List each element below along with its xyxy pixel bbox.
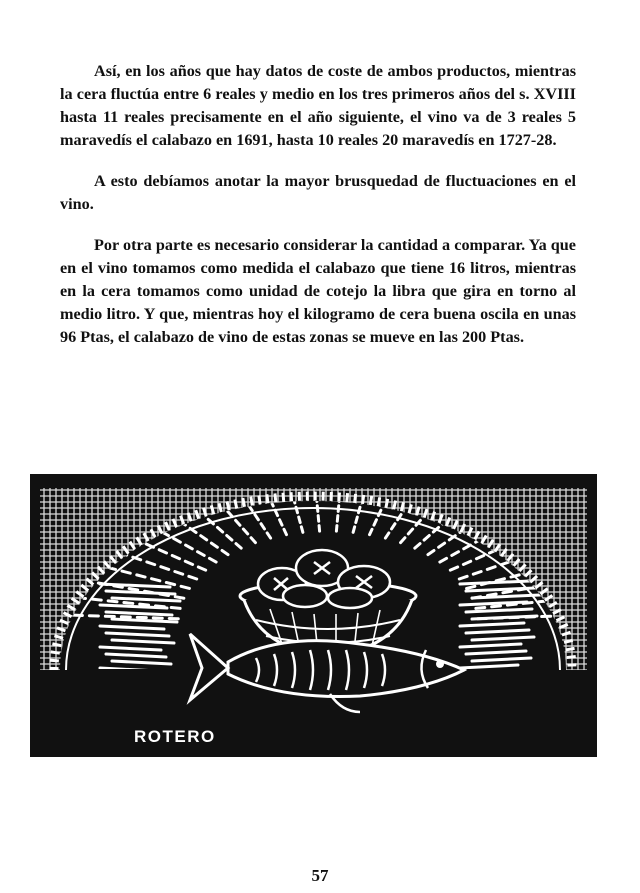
paragraph-quantities: Por otra parte es necesario considerar la cantidad a comparar. Ya que en el vino tomamos como medida el calabazo que tiene 16 litros, mientras en la cera tomamos como unidad de cotejo la libra que gira en torno al medio litro. Y que, mientras hoy el kilogramo de cera buena oscila en unas 96 Ptas, el calabazo de vino de estas zonas se mueve en las 200 Ptas. bbox=[60, 236, 576, 346]
woodcut-illustration bbox=[30, 474, 597, 757]
paragraph-fluctuations: A esto debíamos anotar la mayor brusquedad de fluctuaciones en el vino. bbox=[60, 172, 576, 213]
paragraph-prices: Así, en los años que hay datos de coste de ambos productos, mientras la cera fluctúa entre 6 reales y medio en los tres primeros años del s. XVIII hasta 11 reales precisamente en el año siguiente, el vino va de 3 reales 5 maravedís el calabazo en 1691, hasta 10 reales 20 maravedís en 1727-28. bbox=[60, 62, 576, 149]
artist-signature: ROTERO bbox=[134, 727, 216, 746]
page-number: 57 bbox=[311, 866, 329, 885]
body-text bbox=[60, 60, 576, 367]
